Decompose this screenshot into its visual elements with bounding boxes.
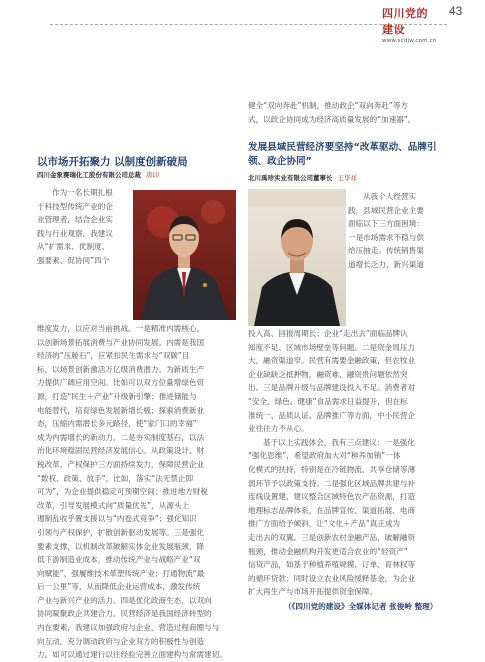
article1-continuation: [248, 99, 448, 126]
article1-body-line: 改革，引导发展模式向“质量优先”，从源头上: [37, 500, 190, 510]
article2-body-line: 连线设置建，建议整合区域特色农产品资源，打造: [248, 492, 416, 502]
article1-body-line: 要素支撑，以机制改革破解实体企业发展瓶颈，降: [37, 541, 205, 551]
article1-body-line: 源，打造“民生＋产业”升级新引擎；推进储能与: [37, 391, 197, 401]
article1-title: 以市场开拓聚力 以制度创新破局: [37, 156, 188, 168]
article2-body-line: 知度不足、区域市场壁垒等问题。二是资金周压力: [248, 342, 416, 352]
article1-body-text: [37, 322, 237, 662]
article2-lead-text: [348, 190, 450, 272]
article2-body-line: 的循环贷款；同时设立农业风险缓释基金，为企业: [248, 573, 416, 583]
article1-lead-line: 业管理者，结合企业实: [37, 215, 113, 225]
article2-body-line: “强化思维”，希望政府加大对“种养加销”一体: [248, 451, 401, 461]
article2-body-line: 信贷产品，如基于种植养殖规模、订单、育林权等: [248, 560, 416, 570]
article1-body-line: 内在要素，我建议加强政府与企业，营造过程商圈与与: [37, 623, 220, 633]
article2-body-line: 弱环节予以政策支持。二是强化区域品牌共建与补: [248, 478, 416, 488]
article1-body-line: 经济的“压舱石”，应紧扣民生需求与“双碳”目: [37, 351, 190, 361]
article2-body-line: “安全、绿色、健康”食品需求日益提升，但在标: [248, 396, 408, 406]
article2-body-line: 准统一、品质认证、品牌推广等方面，中小民营企: [248, 410, 416, 420]
article2-body-line: 瓶颈，推动金融机构开发更适合农业的“轻资产”: [248, 546, 408, 556]
article2-lead-line: 一是市场需求不稳与供: [348, 232, 424, 242]
article1-byline: [37, 170, 159, 179]
article2-body-line: 推广方面给予倾斜，让“文化＋产品”真正成为: [248, 519, 401, 529]
article1-body-line: 遏制乱收乎置支援以与“内卷式竞争”；强化知识: [37, 514, 197, 524]
article1-lead-line: 从“扩需求、优制度、: [37, 242, 110, 252]
article1-body-line: 力。如可以通过建行以往经验完善立面建构与常需建切。: [37, 650, 227, 660]
article2-title: 发展县域民营经济要坚持“改革驱动、品牌引领、政企协同”: [248, 142, 437, 167]
article2-byline-org: 北川禹珍实业有限公司董事长: [248, 174, 333, 182]
article1-lead-line: 践与行业观察，我建议: [37, 228, 113, 238]
article1-body-line: 向赋能”，强履维技术革塑传统产业；打通物流“最: [37, 568, 205, 578]
article1-body-line: 可为”，为企业提供稳定可预期空间；推进地方财税: [37, 487, 208, 497]
article1-lead-text: [37, 186, 133, 268]
article2-portrait-photo: [248, 189, 346, 326]
magazine-logo: [382, 5, 438, 44]
article2-body-line: 化模式的扶持，特别是在冷链物流、共享仓储等薄: [248, 464, 416, 474]
article2-body-line: 走出去的双翼。三是创新农村金融产品，破解融资: [248, 532, 416, 542]
article2-body-text: [248, 327, 450, 599]
article2-body-line: 基于以上实践体会，我有三点建议：一是强化: [263, 437, 415, 447]
article1-lead-line: 于科技型传统产业的企: [37, 201, 113, 211]
article1-body-line: 低下游制造业成本，推动传统产业与战略产业“双: [37, 555, 201, 565]
article2-lead-line: 道增长乏力，新兴渠道: [348, 259, 424, 269]
article2-body-line: 企业缺缺乏抵押物，融资难、融资贵问题依然突: [248, 369, 408, 379]
article2-byline-name: 王华祥: [337, 174, 357, 182]
article2-byline: [248, 173, 357, 182]
article2-lead-line: 践，县域民营企业主要: [348, 205, 424, 215]
article1-body-line: 标，以场景创新激活万亿级消费潜力。为新质生产: [37, 364, 205, 374]
article1-body-line: 税改革、产权保护三方面持续发力，保障民营企业: [37, 459, 205, 469]
page-number: 43: [449, 4, 463, 18]
article1-continuation-line: 式，以政企协同成为经济高质量发展的“加速器”。: [248, 114, 416, 124]
magazine-url: www.scdjw.com.cn: [382, 38, 437, 44]
header-divider: [50, 24, 447, 25]
article1-continuation-line: 健全“双向奔赴”机制，推动政企“双向奔赴”等方: [248, 101, 409, 110]
article2-lead-line: 给压抽走。传统销售渠: [348, 246, 424, 256]
article1-byline-name: 唐印: [146, 171, 159, 179]
article1-lead-line: 强要素、促协同”四个: [37, 255, 110, 265]
article2-body-line: 地理标志品牌体系，在品牌宣传、渠道拓展、电商: [248, 505, 416, 515]
article2-lead-line: 面临以下三方面困境：: [348, 219, 424, 229]
article1-body-line: 向互动，充分调动政府与企业双方的积极性与创造: [37, 636, 205, 646]
article1-byline-org: 四川金象赛瑞化工股份有限公司总裁: [37, 171, 141, 179]
article2-body-line: 业往往力不从心。: [248, 424, 309, 434]
article1-body-line: 态，压缩内需潜长多元路径，使“家门口的幸福”: [37, 419, 197, 429]
article1-body-line: 协同凝聚政企共建合力。民营经济是我国经济转型的: [37, 609, 212, 619]
article1-body-line: “数权、政策、放手”，比如，落实“法无禁止即: [37, 473, 194, 483]
article1-lead-line: 作为一名长期扎根: [52, 188, 113, 197]
article1-body-line: 后一公里”等，从而降低企业运营成本，激发传统: [37, 582, 201, 592]
article1-body-line: 维度发力，以应对当前挑战。一是精准内需核心，: [37, 324, 205, 333]
article1-body-line: 电能替代，培育绿色发展新增长极；探索消费新业: [37, 405, 205, 415]
article2-lead-line: 从我个人经营实: [363, 192, 417, 201]
article1-body-line: 以创新场景拓展消费与产业协同发展。内需是我国: [37, 337, 205, 347]
reporter-credit: （《四川党的建设》全媒体记者 张俊岭 整理）: [284, 602, 438, 611]
article1-body-line: 成为内需增长的新动力。二是夯实制度基石，以法: [37, 432, 205, 442]
article1-portrait-photo: [133, 190, 236, 320]
article2-body-line: 出。三是品牌升级与品牌建设投入不足。消费者对: [248, 383, 416, 393]
article1-body-line: 治化环境稳固民营经济发展信心。从政策设计、财: [37, 446, 205, 456]
magazine-brand: 四川党的建设: [382, 7, 428, 36]
article2-body-line: 扩大再生产与市场开拓提供资金保障。: [248, 587, 378, 597]
article1-body-line: 力提供广阔应用空间。比如可以双方位量增绿色资: [37, 378, 205, 388]
article1-body-line: 引领与产权保护，扩散创新驱动发展等。三是强化: [37, 527, 205, 537]
article2-body-line: 投入高、回报周期长；企业“走出去”面临品牌认: [248, 329, 408, 338]
article2-body-line: 大，融资渠道窄。民营有需要金融政策，但农牧业: [248, 356, 416, 366]
article1-body-line: 产业与新兴产业的活力。四是优化政商生态，以双向: [37, 595, 212, 605]
